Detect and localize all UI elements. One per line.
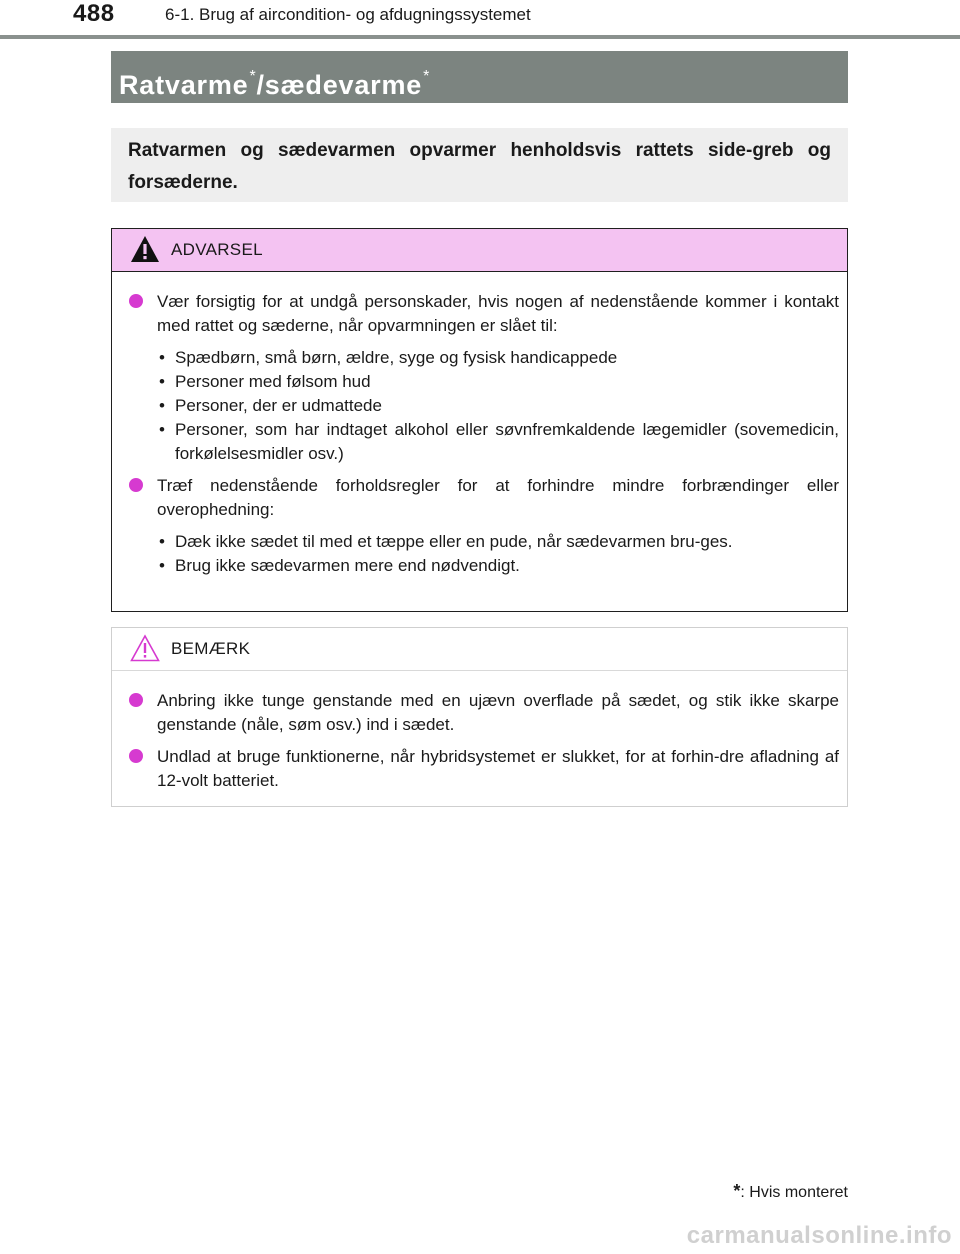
section-title-sep: /sædevarme — [256, 70, 423, 100]
footnote — [733, 1181, 848, 1202]
list-item: • Spædbørn, små børn, ældre, syge og fysisk handicappede — [157, 346, 839, 370]
title-asterisk-2: * — [423, 68, 431, 85]
note-paragraph-text: Undlad at bruge funktionerne, når hybridsystemet er slukket, for at forhin-dre afladning af 12-volt batteriet. — [157, 747, 839, 790]
list-item: • Brug ikke sædevarmen mere end nødvendigt. — [157, 554, 839, 578]
chapter-title: 6-1. Brug af aircondition- og afdugningssystemet — [165, 5, 531, 24]
note-paragraph — [129, 745, 839, 793]
note-box — [111, 627, 848, 807]
intro-text: Ratvarmen og sædevarmen opvarmer henholdsvis rattets side-greb og forsæderne. — [111, 128, 848, 202]
warning-body — [112, 272, 847, 578]
warning-paragraph-text: Træf nedenstående forholdsregler for at forhindre mindre forbrændinger eller overophedning: — [157, 476, 839, 519]
bullet-dot-icon — [129, 294, 143, 308]
warning-label: ADVARSEL — [171, 240, 263, 259]
page-number: 488 — [73, 0, 115, 27]
note-paragraph-text: Anbring ikke tunge genstande med en ujævn overflade på sædet, og stik ikke skarpe genstande (nåle, søm osv.) ind i sædet. — [157, 691, 839, 734]
bullet-dot-icon — [129, 693, 143, 707]
note-body — [112, 671, 847, 793]
watermark: carmanualsonline.info — [686, 1222, 952, 1249]
list-item: • Personer, som har indtaget alkohol eller søvnfremkaldende lægemidler (sovemedicin, forkølelsesmidler osv.) — [157, 418, 839, 466]
bullet-dot-icon — [129, 749, 143, 763]
header-rule — [0, 35, 960, 39]
warning-box — [111, 228, 848, 612]
list-item: • Dæk ikke sædet til med et tæppe eller en pude, når sædevarmen bru-ges. — [157, 530, 839, 554]
section-title-part1: Ratvarme — [119, 70, 249, 100]
section-title — [111, 51, 848, 103]
title-asterisk-1: * — [249, 68, 257, 85]
warning-triangle-icon — [130, 235, 160, 263]
caution-outline-triangle-icon — [130, 634, 160, 662]
note-label: BEMÆRK — [171, 639, 251, 658]
warning-sublist — [129, 346, 839, 466]
warning-paragraph — [129, 290, 839, 338]
warning-paragraph-text: Vær forsigtig for at undgå personskader, hvis nogen af nedenstående kommer i kontakt med rattet og sæderne, når opvarmningen er slået til: — [157, 292, 839, 335]
bullet-dot-icon — [129, 478, 143, 492]
footnote-text: : Hvis monteret — [740, 1184, 848, 1201]
note-header — [112, 628, 847, 671]
warning-sublist — [129, 530, 839, 578]
list-item: • Personer med følsom hud — [157, 370, 839, 394]
warning-paragraph — [129, 474, 839, 522]
list-item: • Personer, der er udmattede — [157, 394, 839, 418]
footnote-asterisk: * — [733, 1181, 741, 1201]
warning-header — [112, 229, 847, 272]
note-paragraph — [129, 689, 839, 737]
